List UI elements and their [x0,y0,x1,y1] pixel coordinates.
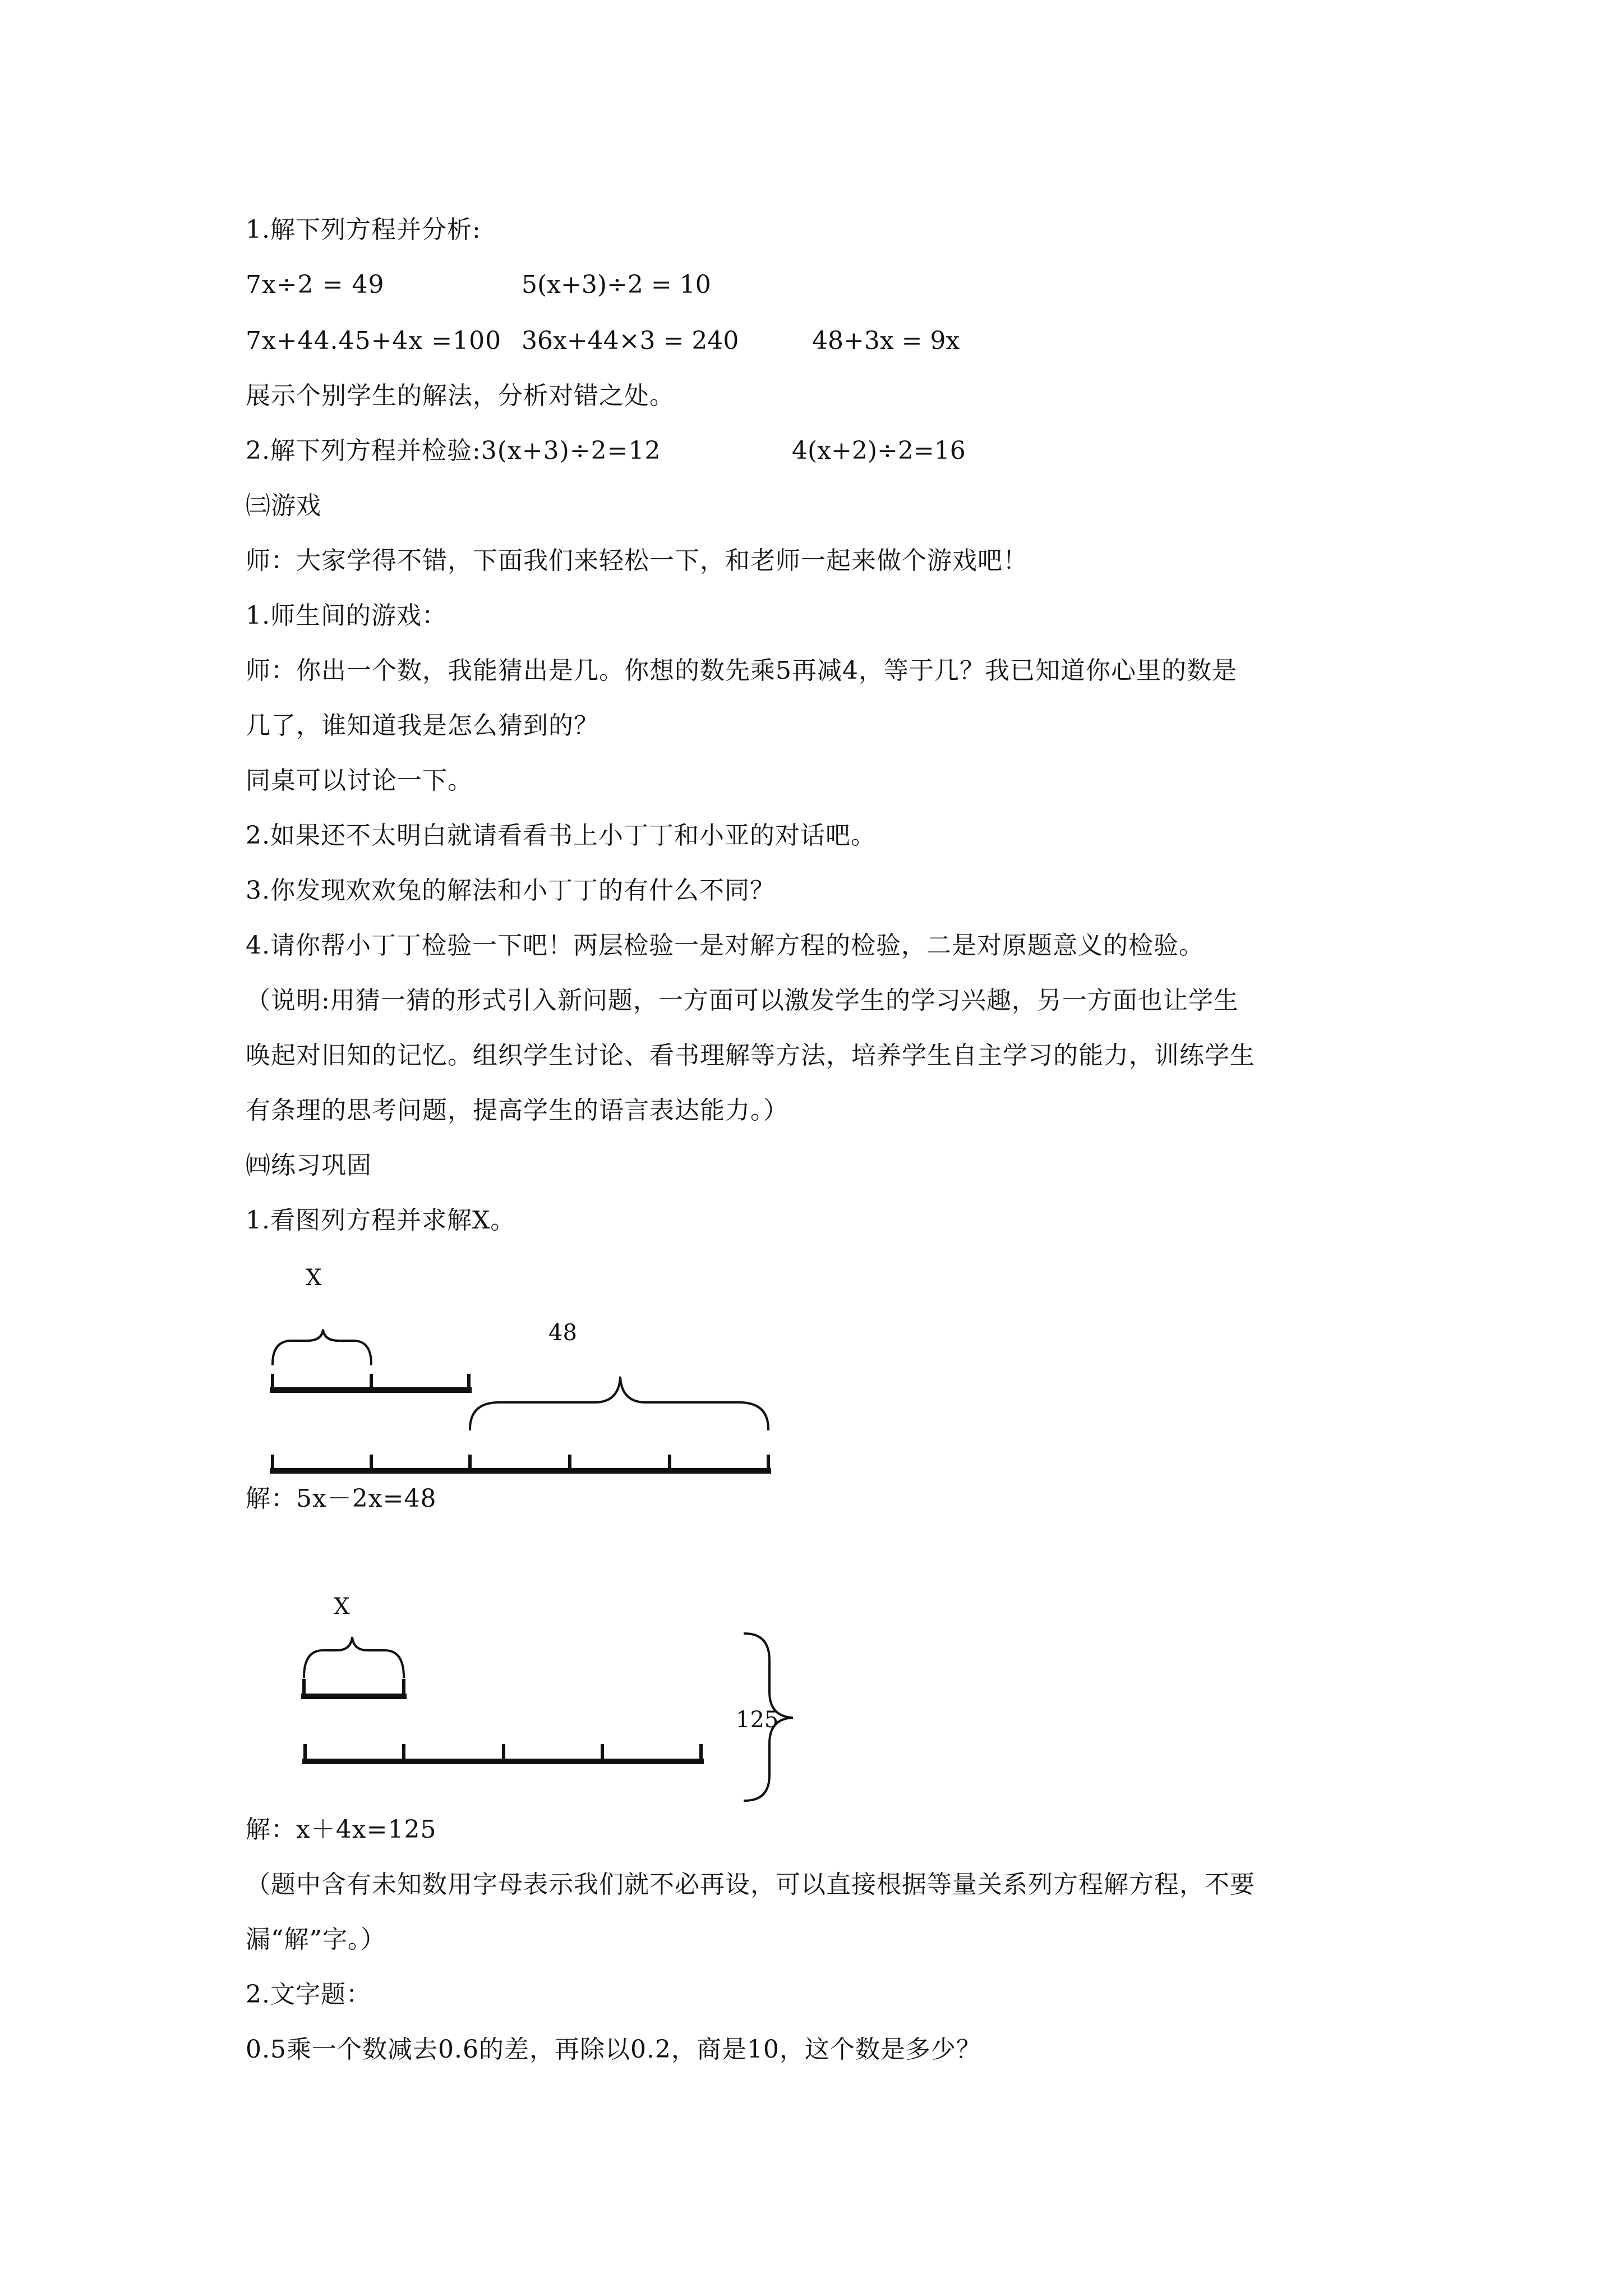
diagram1-x-label: X [306,1265,322,1291]
equation: 36x+44×3 = 240 [522,326,739,355]
text-line: 师：你出一个数，我能猜出是几。你想的数先乘5再减4，等于几？我已知道你心里的数是 [246,656,1237,685]
diagram1-total-label: 48 [548,1320,577,1346]
equation: 7x÷2 = 49 [246,270,385,299]
diagram2-top-bar [304,1681,404,1697]
equation: 5(x+3)÷2 = 10 [522,270,711,299]
section-heading: ㈢游戏 [246,491,321,520]
text-line: 1.看图列方程并求解X。 [246,1206,516,1235]
text-line: 师：大家学得不错，下面我们来轻松一下，和老师一起来做个游戏吧！ [246,546,1028,575]
equation: 7x+44.45+4x =100 [246,326,502,355]
text-line: 漏“解”字。） [246,1925,386,1954]
text-line: 2.文字题： [246,1980,371,2009]
diagram1-x-brace [273,1329,371,1364]
text-line: 展示个别学生的解法，分析对错之处。 [246,381,675,410]
diagram1-top-bar [273,1375,469,1391]
text-line: 有条理的思考问题，提高学生的语言表达能力。） [246,1096,789,1125]
solution-line: 解：5x－2x=48 [246,1484,437,1513]
text-line: 1.解下列方程并分析: [246,215,481,244]
diagram2-total-label: 125 [736,1707,779,1733]
text-line: （题中含有未知数用字母表示我们就不必再设，可以直接根据等量关系列方程解方程，不要 [246,1870,1255,1899]
text-line: 3.你发现欢欢兔的解法和小丁丁的有什么不同？ [246,876,775,905]
text-line: 同桌可以讨论一下。 [246,766,473,795]
text-line: 0.5乘一个数减去0.6的差，再除以0.2，商是10，这个数是多少？ [246,2035,981,2064]
text-line: 唤起对旧知的记忆。组织学生讨论、看书理解等方法，培养学生自主学习的能力，训练学生 [246,1041,1255,1070]
diagram2-bottom-bar [305,1746,701,1763]
solution-line: 解：x＋4x=125 [246,1815,437,1844]
equation: 48+3x = 9x [812,326,960,355]
text-line: 1.师生间的游戏： [246,601,447,630]
text-line: 2.解下列方程并检验:3(x+3)÷2=12 [246,436,661,465]
text-line: 2.如果还不太明白就请看看书上小丁丁和小亚的对话吧。 [246,821,876,850]
section-heading: ㈣练习巩固 [246,1151,372,1180]
diagram1-bottom-bar [273,1456,768,1472]
diagram2-x-brace [304,1637,404,1677]
diagram1-total-brace [470,1377,768,1429]
text-line: 4.请你帮小丁丁检验一下吧！两层检验一是对解方程的检验，二是对原题意义的检验。 [246,931,1204,960]
text-line: 几了，谁知道我是怎么猜到的？ [246,711,599,740]
diagram2-total-brace [745,1634,793,1801]
text-line: （说明:用猜一猜的形式引入新问题，一方面可以激发学生的学习兴趣，另一方面也让学生 [246,986,1239,1015]
diagram2-x-label: X [334,1594,350,1619]
equation: 4(x+2)÷2=16 [792,436,966,465]
